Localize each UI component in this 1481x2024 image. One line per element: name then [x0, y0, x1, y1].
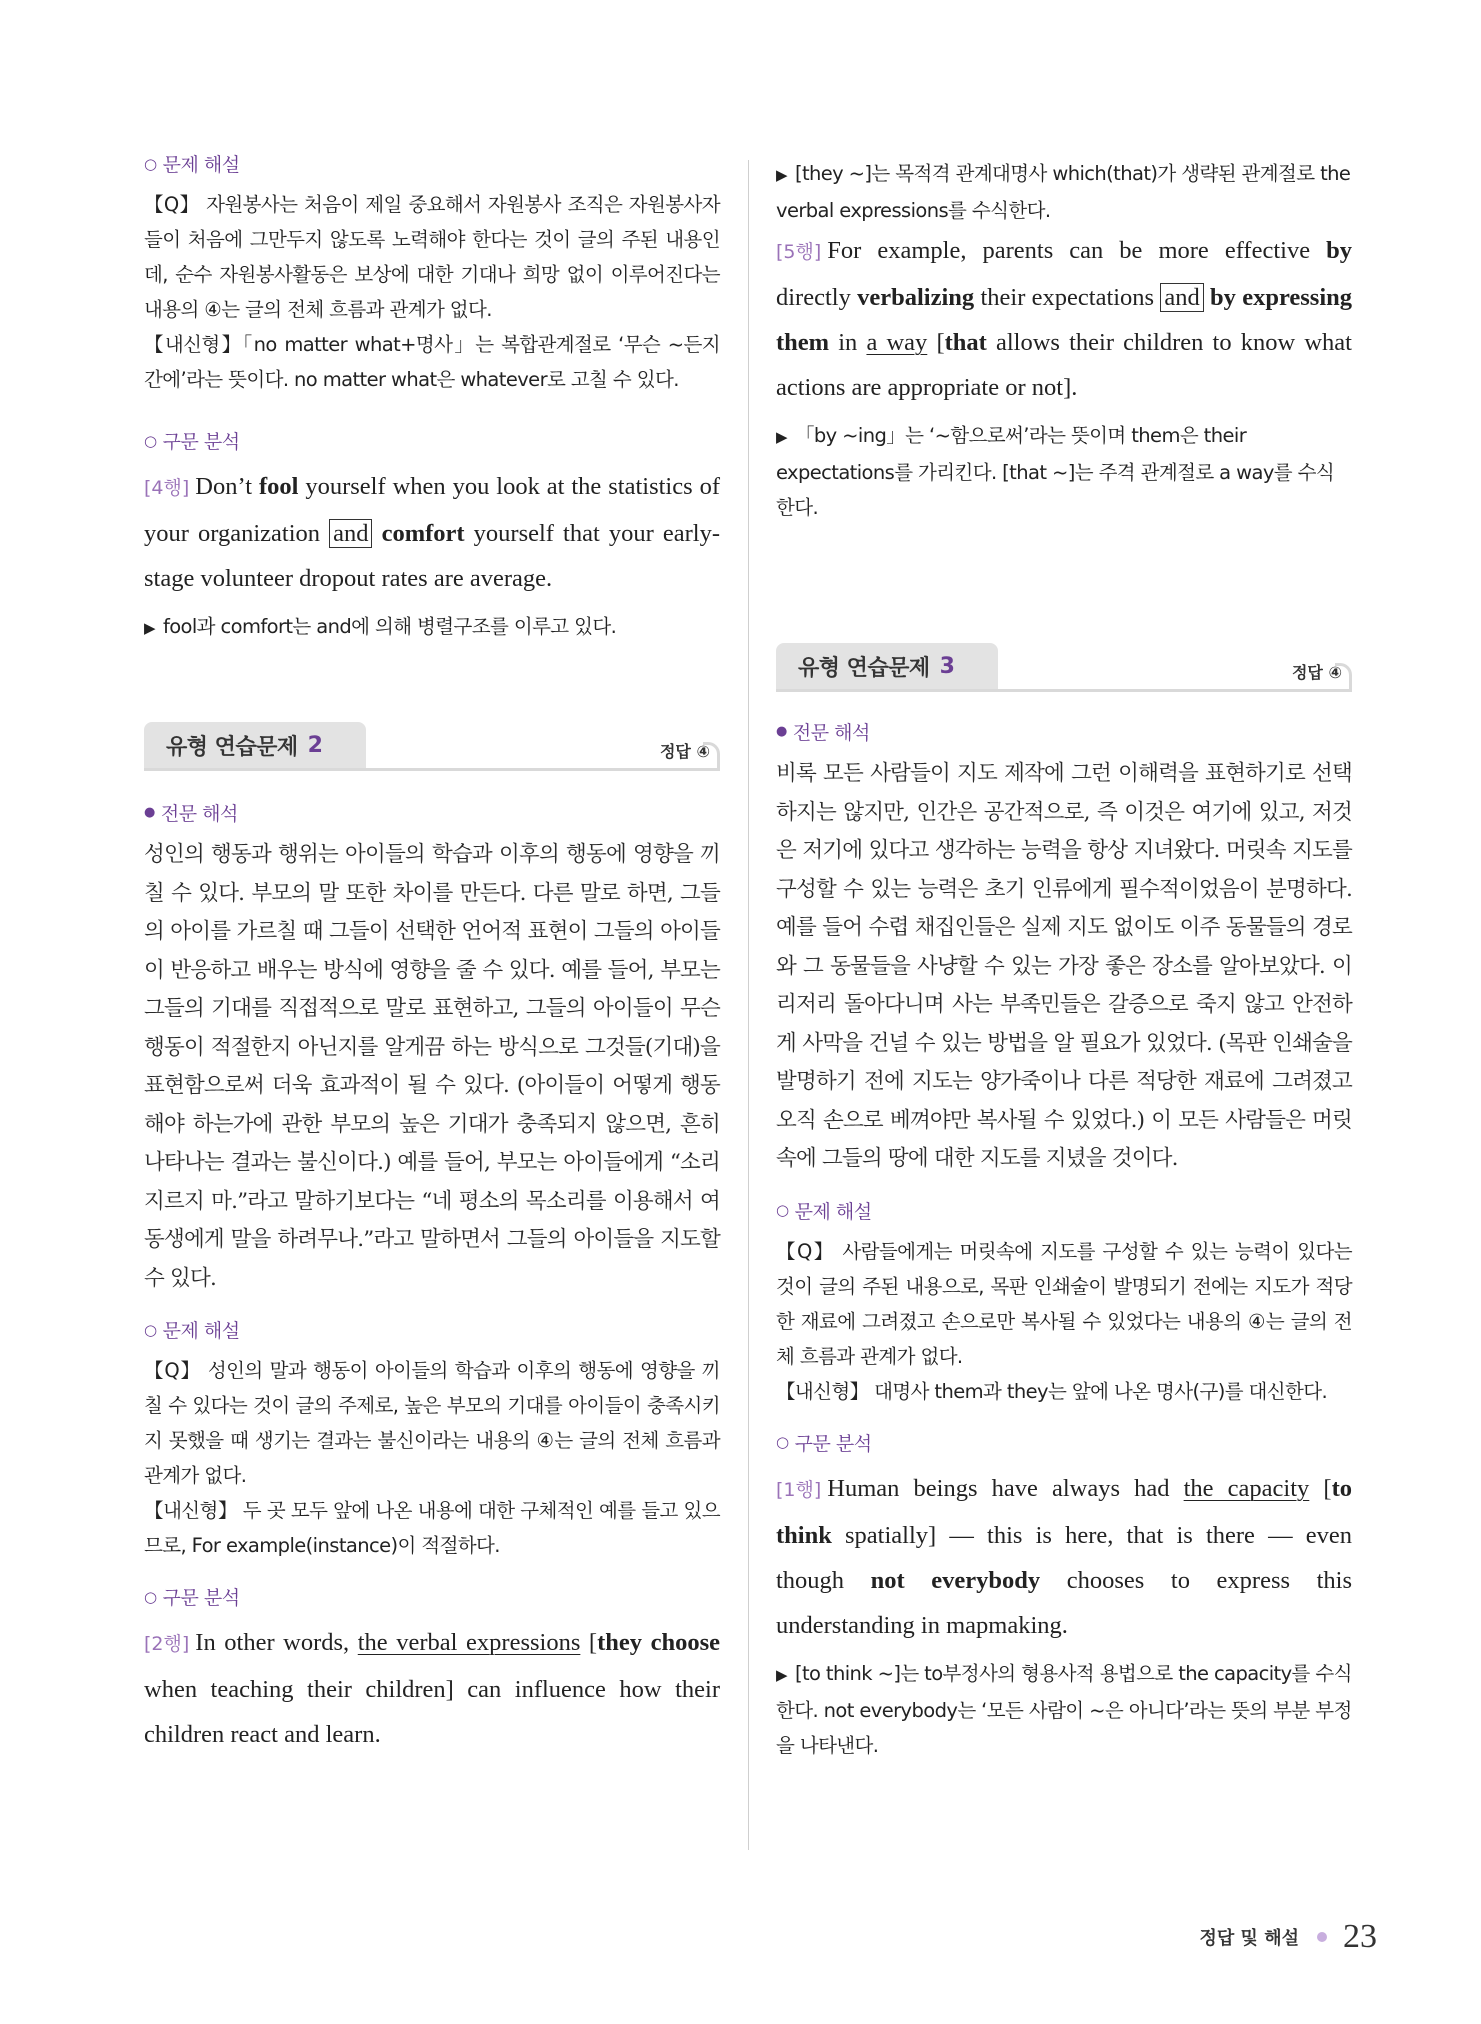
section-heading: ○ 구문 분석: [776, 1432, 872, 1455]
section-heading: ○ 구문 분석: [144, 1587, 240, 1609]
page-number: 23: [1343, 1918, 1377, 1955]
problem-explanation-section: [144, 150, 720, 397]
section-heading: ● 전문 해석: [776, 722, 870, 744]
triangle-bullet-icon: ▶: [144, 619, 155, 637]
explanation-paragraph: 【Q】 자원봉사는 처음이 제일 중요해서 자원봉사 조직은 자원봉사자들이 처음에 그만두지 않도록 노력해야 한다는 것이 글의 주된 내용인데, 순수 자원봉사활동은 보상에 대한 기대나 희망 없이 이루어진다는 내용의 ④는 글의 전체 흐름과 관계가 없다.: [144, 193, 720, 321]
section-heading: ○ 문제 해설: [144, 1320, 240, 1342]
problem-explanation-section: [776, 1197, 1352, 1409]
section-heading: ○ 문제 해설: [144, 154, 240, 176]
full-translation-section: [776, 718, 1352, 1179]
english-sentence: [5행] For example, parents can be more effective by directly verbalizing their expectations and by expressing them in a way [that allows their children to know what actions are appropriate or not].: [776, 237, 1353, 401]
english-sentence: [2행] In other words, the verbal expressions [they choose when teaching their children] can influence how their children react and learn.: [144, 1629, 720, 1748]
grammar-note: ▶ [to think ~]는 to부정사의 형용사적 용법으로 the capacity를 수식한다. not everybody는 ‘모든 사람이 ~은 아니다’라는 뜻의 부분 부정을 나타낸다.: [776, 1661, 1352, 1757]
section-heading: ○ 문제 해설: [776, 1200, 872, 1223]
antecedent: the capacity: [1183, 1474, 1310, 1502]
grammar-note: ▶ [they ~]는 목적격 관계대명사 which(that)가 생략된 관계절로 the verbal expressions를 수식한다.: [776, 162, 1351, 222]
line-tag: [4행]: [144, 477, 190, 499]
hollow-circle-icon: ○: [776, 1433, 789, 1451]
bullet-dot-icon: [1317, 1932, 1327, 1942]
hollow-circle-icon: ○: [144, 431, 157, 450]
antecedent: a way: [866, 329, 928, 356]
exam-type-paragraph: 【내신형】「no matter what+명사」는 복합관계절로 ‘무슨 ~든지 간에’라는 뜻이다. no matter what은 whatever로 고칠 수 있다.: [144, 333, 720, 391]
right-column: [776, 150, 1352, 1763]
explanation-paragraph: 【Q】 사람들에게는 머릿속에 지도를 구성할 수 있는 능력이 있다는 것이 글의 주된 내용으로, 목판 인쇄술이 발명되기 전에는 지도가 적당한 재료에 그려졌고 손으로만 복사될 수 있었다는 내용의 ④는 글의 전체 흐름과 관계가 없다.: [776, 1239, 1352, 1368]
footer-title: 정답 및 해설: [1199, 1928, 1299, 1949]
syntax-analysis-section: [776, 1429, 1352, 1763]
translation-body: 비록 모든 사람들이 지도 제작에 그런 이해력을 표현하기로 선택하지는 않지만, 인간은 공간적으로, 즉 이것은 여기에 있고, 저것은 저기에 있다고 생각하는 능력을 항상 지녀왔다. 머릿속 지도를 구성할 수 있는 능력은 초기 인류에게 필수적이었음이 분명하다. 예를 들어 수렵 채집인들은 실제 지도 없이도 이주 동물들의 경로와 그 동물들을 사냥할 수 있는 가장 좋은 장소를 알아보았다. 이리저리 돌아다니며 사는 부족민들은 갈증으로 죽지 않고 안전하게 사막을 건널 수 있는 방법을 알 필요가 있었다. (목판 인쇄술을 발명하기 전에 지도는 양가죽이나 다른 적당한 재료에 그려졌고 오직 손으로 베껴야만 복사될 수 있었다.) 이 모든 사람들은 머릿속에 그들의 땅에 대한 지도를 지녔을 것이다.: [776, 761, 1352, 1171]
english-sentence: [4행] Don’t fool yourself when you look at the statistics of your organization and comfort yourself that your early-stage volunteer dropout rates are average.: [144, 473, 720, 592]
antecedent: the verbal expressions: [357, 1629, 581, 1656]
triangle-bullet-icon: ▶: [776, 166, 787, 184]
section-heading: ○ 구문 분석: [144, 431, 240, 453]
grammar-note: ▶ fool과 comfort는 and에 의해 병렬구조를 이루고 있다.: [144, 615, 617, 638]
boxed-word: and: [1160, 283, 1203, 312]
hollow-circle-icon: ○: [776, 1201, 789, 1219]
hollow-circle-icon: ○: [144, 1320, 157, 1339]
answer-label: 정답 ④: [659, 742, 710, 761]
practice-header: [144, 722, 720, 771]
exam-type-paragraph: 【내신형】 대명사 them과 they는 앞에 나온 명사(구)를 대신한다.: [776, 1379, 1328, 1403]
explanation-paragraph: 【Q】 성인의 말과 행동이 아이들의 학습과 이후의 행동에 영향을 끼칠 수 있다는 것이 글의 주제로, 높은 부모의 기대를 아이들이 충족시키지 못했을 때 생기는 결과는 불신이라는 내용의 ④는 글의 전체 흐름과 관계가 없다.: [144, 1359, 720, 1487]
translation-body: 성인의 행동과 행위는 아이들의 학습과 이후의 행동에 영향을 끼칠 수 있다. 부모의 말 또한 차이를 만든다. 다른 말로 하면, 그들의 아이를 가르칠 때 그들이 선택한 언어적 표현이 그들의 아이들이 반응하고 배우는 방식에 영향을 줄 수 있다. 예를 들어, 부모는 그들의 기대를 직접적으로 말로 표현하고, 그들의 아이들이 무슨 행동이 적절한지 아닌지를 알게끔 하는 방식으로 그것들(기대)을 표현함으로써 더욱 효과적이 될 수 있다. (아이들이 어떻게 행동해야 하는가에 관한 부모의 높은 기대가 충족되지 않으면, 흔히 나타나는 결과는 불신이다.) 예를 들어, 부모는 아이들에게 “소리 지르지 마.”라고 말하기보다는 “네 평소의 목소리를 이용해서 여동생에게 말을 하려무나.”라고 말하면서 그들의 아이들을 지도할 수 있다.: [144, 842, 720, 1291]
line-tag: [1행]: [776, 1478, 822, 1501]
line-tag: [2행]: [144, 1633, 190, 1655]
filled-circle-icon: ●: [776, 724, 787, 739]
section-heading: ● 전문 해석: [144, 803, 238, 825]
practice-header: [776, 643, 1352, 692]
page-footer: [1200, 1918, 1377, 1956]
full-translation-section: [144, 799, 720, 1298]
left-column: [144, 150, 720, 1757]
triangle-bullet-icon: ▶: [776, 428, 787, 446]
filled-circle-icon: ●: [144, 805, 155, 820]
english-sentence: [1행] Human beings have always had the capacity [to think spatially] — this is here, that is there — even though not everybody chooses to express this understanding in mapmaking.: [776, 1474, 1352, 1639]
practice-tab: 유형 연습문제 2: [144, 722, 366, 768]
triangle-bullet-icon: ▶: [776, 1665, 787, 1684]
answer-label: 정답 ④: [1291, 663, 1342, 682]
grammar-note: ▶ 「by ~ing」는 ‘~함으로써’라는 뜻이며 them은 their expectations를 가리킨다. [that ~]는 주격 관계절로 a way를 수식한다.: [776, 424, 1335, 519]
hollow-circle-icon: ○: [144, 1587, 157, 1606]
line-tag: [5행]: [776, 241, 822, 263]
problem-explanation-section: [144, 1316, 720, 1563]
boxed-word: and: [329, 519, 372, 548]
syntax-analysis-section: [144, 427, 720, 646]
column-divider: [748, 160, 749, 1850]
hollow-circle-icon: ○: [144, 154, 157, 173]
syntax-analysis-section: [144, 1583, 720, 1757]
exam-type-paragraph: 【내신형】 두 곳 모두 앞에 나온 내용에 대한 구체적인 예를 들고 있으므로, For example(instance)이 적절하다.: [144, 1499, 720, 1557]
practice-tab: 유형 연습문제 3: [776, 643, 998, 689]
